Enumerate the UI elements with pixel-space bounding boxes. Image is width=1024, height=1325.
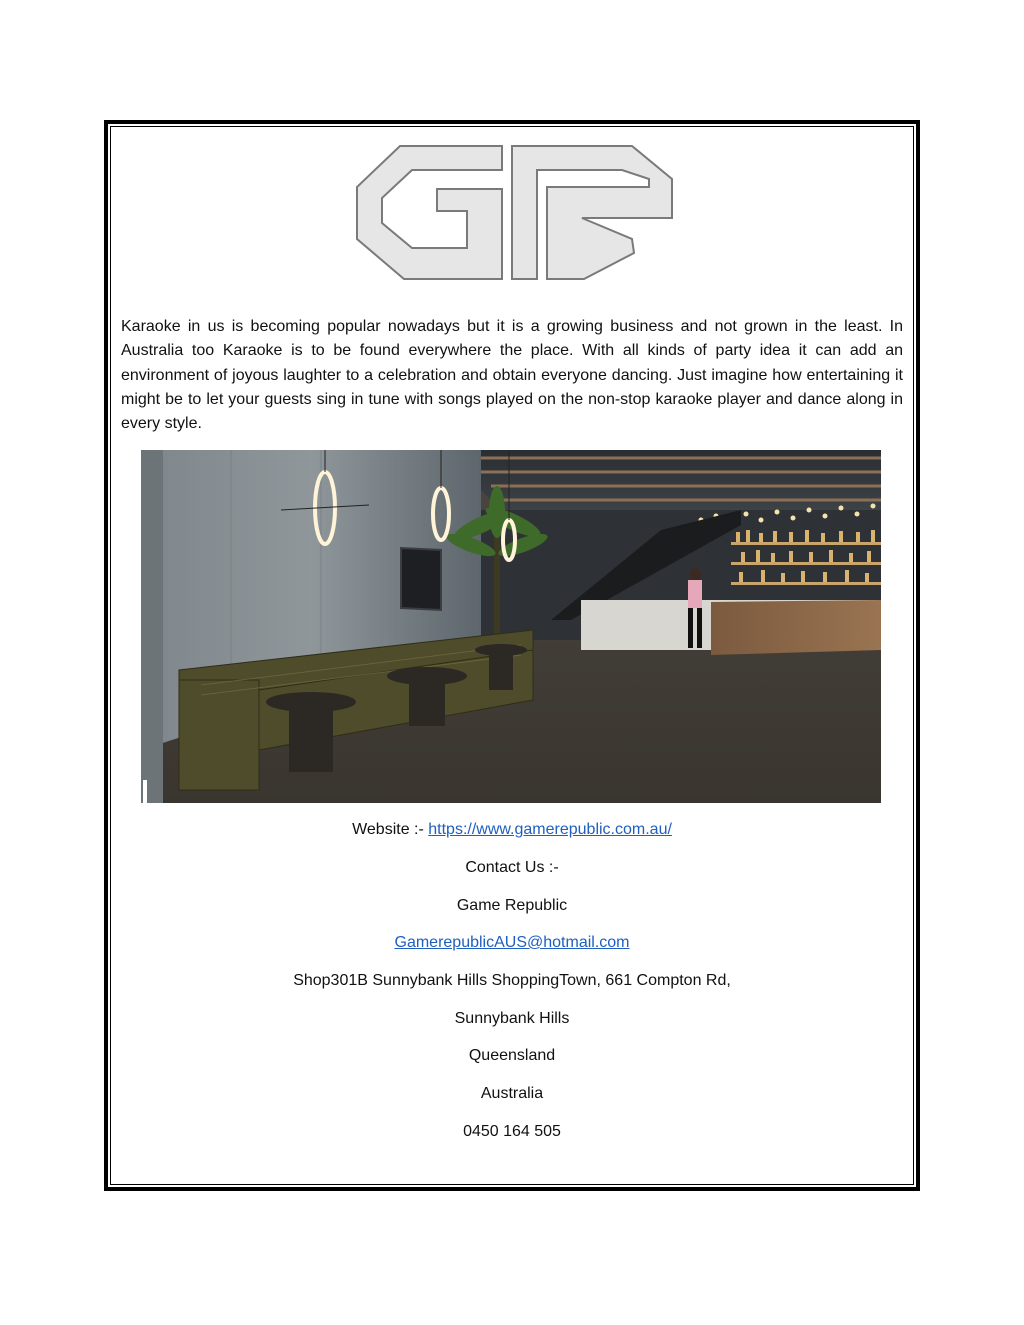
website-line bbox=[110, 820, 914, 840]
state-line: Queensland bbox=[468, 1047, 556, 1064]
suburb-line: Sunnybank Hills bbox=[454, 1010, 570, 1027]
intro-paragraph: Karaoke in us is becoming popular nowadays but it is a growing business and not grown in the least. In Australia too Karaoke is to be found everywhere the place. With all kinds of party idea it can add an environment of joyous laughter to a celebration and obtain everyone dancing. Just imagine how entertaining it might be to let your guests sing in tune with songs played on the non-stop karaoke player and dance along in every style. bbox=[121, 318, 903, 433]
address-line: Shop301B Sunnybank Hills ShoppingTown, 661 Compton Rd, bbox=[293, 972, 731, 989]
game-republic-logo bbox=[352, 143, 676, 283]
business-name: Game Republic bbox=[456, 897, 568, 914]
email-line bbox=[110, 933, 914, 953]
lounge-photo bbox=[141, 450, 881, 803]
website-link[interactable]: https://www.gamerepublic.com.au/ bbox=[428, 821, 672, 838]
email-link[interactable]: GamerepublicAUS@hotmail.com bbox=[394, 934, 630, 951]
phone-line: 0450 164 505 bbox=[463, 1123, 561, 1140]
website-label: Website :- bbox=[352, 821, 429, 838]
country-line: Australia bbox=[480, 1085, 544, 1102]
contact-heading: Contact Us :- bbox=[465, 859, 559, 876]
